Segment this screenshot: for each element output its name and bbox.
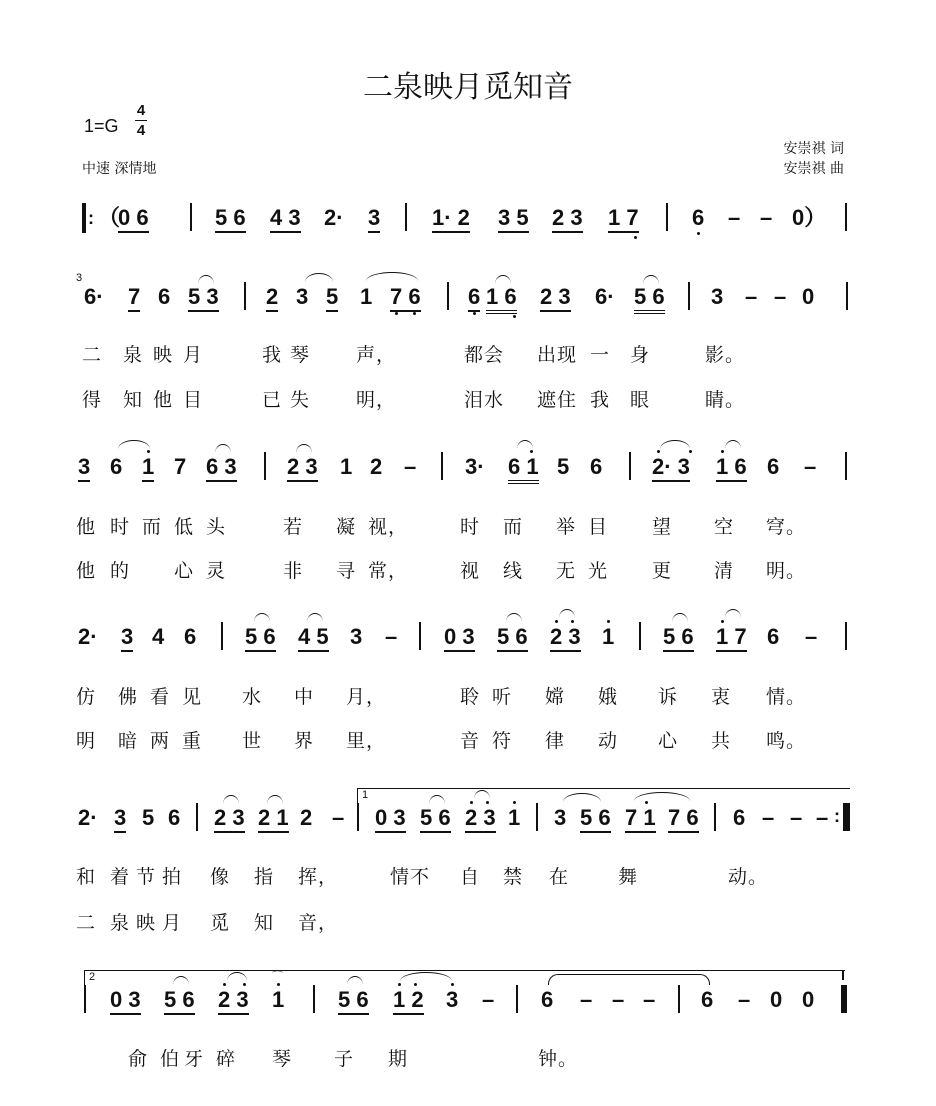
note: 0 3 xyxy=(110,988,141,1015)
lyricist-credit: 安崇祺 词 xyxy=(783,141,844,157)
note: 6 xyxy=(168,805,181,830)
lyric-char: 更 xyxy=(652,560,673,582)
note: 2 xyxy=(266,285,278,312)
note: 6 xyxy=(184,624,197,649)
note: 7 xyxy=(174,454,187,479)
lyric-char: 月 xyxy=(162,912,183,934)
lyric-char: 月， xyxy=(346,686,387,708)
slur-icon xyxy=(725,440,741,449)
note: 6 xyxy=(468,285,480,312)
lyric-char: 律 xyxy=(545,730,566,752)
lyric-char: 举 xyxy=(556,516,577,538)
barline xyxy=(516,985,518,1013)
octave-dot-icon xyxy=(697,232,700,235)
lyric-char: 见 xyxy=(182,686,203,708)
note: 5 6 xyxy=(164,988,195,1015)
lyric-char: 遮住 xyxy=(537,389,578,411)
note: 5 xyxy=(326,285,338,312)
note: 3 xyxy=(121,625,133,652)
lyric-char: 暗 xyxy=(118,730,139,752)
lyric-char: 寻 xyxy=(336,560,357,582)
note: – xyxy=(762,805,775,830)
note: 7 xyxy=(128,285,140,312)
lyric-char: 明 xyxy=(76,730,97,752)
second-ending-bracket: 2 xyxy=(84,970,845,993)
lyric-char: 诉 xyxy=(658,686,679,708)
lyric-char: 影。 xyxy=(705,344,746,366)
barline xyxy=(447,282,449,310)
octave-dot-icon xyxy=(413,312,416,315)
note: 2· 3 xyxy=(652,455,690,482)
lyric-char: 碎 xyxy=(216,1048,237,1070)
note: 5 3 xyxy=(188,285,219,312)
note: 2· xyxy=(78,805,98,830)
barline xyxy=(846,282,848,310)
note: 1 7 xyxy=(608,206,639,233)
key-signature xyxy=(84,116,119,137)
barline xyxy=(419,622,421,650)
lyric-char: 世 xyxy=(242,730,263,752)
octave-dot-icon xyxy=(513,315,516,318)
octave-dot-icon xyxy=(513,801,516,804)
lyric-char: 佛 xyxy=(118,686,139,708)
fermata-icon: ⌒ xyxy=(272,971,283,983)
note: 6· xyxy=(595,284,615,309)
lyric-char: 空 xyxy=(714,516,735,538)
lyric-char: 而 xyxy=(142,516,163,538)
note: 2 1 xyxy=(258,806,289,833)
note: 2· xyxy=(324,205,344,230)
slur-icon xyxy=(643,275,659,284)
octave-dot-icon xyxy=(607,620,610,623)
note: 6 xyxy=(110,454,123,479)
octave-dot-icon xyxy=(451,983,454,986)
lyric-char: 我 xyxy=(262,344,283,366)
note: 1 7 xyxy=(716,625,747,652)
note: 2 xyxy=(300,805,313,830)
lyric-char: 心 xyxy=(658,730,679,752)
octave-dot-icon xyxy=(147,450,150,453)
note: 7 6 xyxy=(390,285,421,312)
octave-dot-icon xyxy=(395,312,398,315)
lyric-char: 动 xyxy=(598,730,619,752)
barline xyxy=(629,452,631,480)
lyric-char: 低 xyxy=(174,516,195,538)
note: – xyxy=(816,805,829,830)
grace-note: 3 xyxy=(76,272,83,284)
octave-dot-icon xyxy=(657,450,660,453)
lyric-char: 心 xyxy=(174,560,195,582)
lyric-char: 映 xyxy=(153,344,174,366)
note: 5 6 xyxy=(245,625,276,652)
note: 2 3 xyxy=(465,806,496,833)
note: – xyxy=(580,987,593,1012)
note: 6 xyxy=(541,987,554,1012)
lyric-char: 符 xyxy=(492,730,513,752)
lyric-char: 他 xyxy=(76,516,97,538)
slur-icon xyxy=(660,440,690,449)
note: 2 3 xyxy=(550,625,581,652)
note: 2 3 xyxy=(552,206,583,233)
lyric-char: 视 xyxy=(460,560,481,582)
lyric-char: 泉 xyxy=(123,344,144,366)
lyric-char: 目 xyxy=(183,389,204,411)
note: 2 3 xyxy=(287,455,318,482)
slur-icon xyxy=(517,440,533,449)
note: 5 6 xyxy=(497,625,528,652)
octave-dot-icon xyxy=(414,983,417,986)
time-signature xyxy=(135,102,147,139)
octave-dot-icon xyxy=(555,620,558,623)
ts-bottom: 4 xyxy=(136,122,146,139)
barline xyxy=(639,622,641,650)
lyric-char: 他 xyxy=(153,389,174,411)
note: – xyxy=(728,205,741,230)
octave-dot-icon xyxy=(223,983,226,986)
lyric-char: 他 xyxy=(76,560,97,582)
lyric-char: 光 xyxy=(588,560,609,582)
note: – xyxy=(332,805,345,830)
lyric-char: 钟。 xyxy=(538,1048,579,1070)
slur-icon xyxy=(198,275,214,284)
lyric-char: 着 xyxy=(110,866,131,888)
barline xyxy=(845,452,847,480)
note: – xyxy=(738,987,751,1012)
note: 3· xyxy=(465,454,485,479)
lyric-char: 失 xyxy=(290,389,311,411)
note: 1· 2 xyxy=(432,206,470,233)
slur-icon xyxy=(506,613,522,622)
note: 3 xyxy=(446,987,459,1012)
song-title: 二泉映月觅知音 xyxy=(363,70,573,105)
slur-icon xyxy=(223,795,239,804)
note: 2 3 xyxy=(214,806,245,833)
lyric-char: 仿 xyxy=(76,686,97,708)
lyric-char: 界 xyxy=(294,730,315,752)
lyric-char: 映 xyxy=(136,912,157,934)
note: 5 6 xyxy=(580,806,611,833)
lyric-char: 音 xyxy=(460,730,481,752)
slur-icon xyxy=(672,613,688,622)
note: – xyxy=(804,454,817,479)
octave-dot-icon xyxy=(571,620,574,623)
lyric-char: 子 xyxy=(334,1048,355,1070)
lyric-char: 泪水 xyxy=(464,389,505,411)
barline xyxy=(244,282,246,310)
lyric-char: 里， xyxy=(346,730,387,752)
lyric-char: 像 xyxy=(210,866,231,888)
note: 0 3 xyxy=(375,806,406,833)
lyric-char: 身 xyxy=(630,344,651,366)
slur-icon xyxy=(296,444,312,453)
lyric-char: 泉 xyxy=(110,912,131,934)
note: 4 3 xyxy=(270,206,301,233)
note: 1 xyxy=(340,454,353,479)
lyric-char: 灵 xyxy=(206,560,227,582)
lyric-char: 睛。 xyxy=(705,389,746,411)
lyric-char: 凝 xyxy=(336,516,357,538)
lyric-char: 两 xyxy=(150,730,171,752)
note: 3 xyxy=(554,805,567,830)
barline xyxy=(441,452,443,480)
note: 0 xyxy=(802,284,815,309)
lyric-char: 而 xyxy=(503,516,524,538)
note: 6 xyxy=(767,624,780,649)
note: 5 6 xyxy=(338,988,369,1015)
lyric-char: 无 xyxy=(556,560,577,582)
slur-icon xyxy=(307,613,323,622)
note: 6 xyxy=(733,805,746,830)
note: : xyxy=(88,208,94,228)
lyric-char: 俞 xyxy=(128,1048,149,1070)
note: 6 xyxy=(767,454,780,479)
octave-dot-icon xyxy=(721,620,724,623)
octave-dot-icon xyxy=(634,236,637,239)
note: 5 6 xyxy=(420,806,451,833)
note: 1 xyxy=(508,805,521,830)
note: 3 xyxy=(296,284,309,309)
note: – xyxy=(745,284,758,309)
slur-icon xyxy=(366,272,418,281)
slur-icon xyxy=(548,974,710,985)
lyric-char: 一 xyxy=(590,344,611,366)
note: – xyxy=(612,987,625,1012)
lyric-char: 非 xyxy=(283,560,304,582)
lyric-char: 觅 xyxy=(210,912,231,934)
lyric-char: 情。 xyxy=(766,686,807,708)
note: 5 6 xyxy=(663,625,694,652)
lyric-char: 期 xyxy=(388,1048,409,1070)
note: 2 3 xyxy=(218,988,249,1015)
barline xyxy=(221,622,223,650)
note: 2 xyxy=(370,454,383,479)
note: – xyxy=(805,624,818,649)
note: 6 xyxy=(590,454,603,479)
barline xyxy=(82,203,86,233)
barline xyxy=(84,985,86,1013)
octave-dot-icon xyxy=(470,801,473,804)
note: 3 xyxy=(711,284,724,309)
lyric-char: 若 xyxy=(283,516,304,538)
lyric-char: 目 xyxy=(588,516,609,538)
note: 3 xyxy=(368,206,380,233)
lyric-char: 听 xyxy=(492,686,513,708)
slur-icon xyxy=(118,440,150,449)
note: – xyxy=(790,805,803,830)
barline xyxy=(264,452,266,480)
barline xyxy=(666,203,668,231)
lyric-char: 头 xyxy=(206,516,227,538)
note: 5 6 xyxy=(215,206,246,233)
note: 0 xyxy=(802,987,815,1012)
lyric-char: 望 xyxy=(652,516,673,538)
lyric-char: 动。 xyxy=(728,866,769,888)
lyric-char: 禁 xyxy=(503,866,524,888)
lyric-char: 视， xyxy=(368,516,409,538)
first-ending-bracket: 1 xyxy=(357,788,850,811)
composer-credit: 安崇祺 曲 xyxy=(783,161,844,177)
lyric-char: 眼 xyxy=(630,389,651,411)
octave-dot-icon xyxy=(398,983,401,986)
lyric-char: 出现 xyxy=(537,344,578,366)
note: 6 xyxy=(692,205,705,230)
note: 4 5 xyxy=(298,625,329,652)
ts-top: 4 xyxy=(136,102,146,119)
octave-dot-icon xyxy=(689,450,692,453)
lyric-char: 时 xyxy=(460,516,481,538)
lyric-char: 重 xyxy=(182,730,203,752)
lyric-char: 得 xyxy=(82,389,103,411)
barline xyxy=(536,803,538,831)
note: – xyxy=(482,987,495,1012)
lyric-char: 穹。 xyxy=(766,516,807,538)
lyric-char: 清 xyxy=(714,560,735,582)
note: 1 6 xyxy=(486,285,517,314)
note: 7 1 xyxy=(625,806,656,833)
lyric-char: 在 xyxy=(549,866,570,888)
lyric-char: 琴 xyxy=(290,344,311,366)
note: 7 6 xyxy=(668,806,699,833)
lyric-char: 节 xyxy=(136,866,157,888)
lyric-char: 知 xyxy=(254,912,275,934)
lyric-char: 中 xyxy=(294,686,315,708)
key-label: 1=G xyxy=(84,116,119,136)
barline xyxy=(190,203,192,231)
octave-dot-icon xyxy=(645,801,648,804)
lyric-char: 二 xyxy=(76,912,97,934)
note: 3 5 xyxy=(498,206,529,233)
lyric-char: 已 xyxy=(262,389,283,411)
slur-icon xyxy=(267,795,283,804)
note: 2· xyxy=(78,624,98,649)
barline xyxy=(845,203,847,231)
lyric-char: 水 xyxy=(242,686,263,708)
lyric-char: 明， xyxy=(356,389,397,411)
note: 1 xyxy=(272,987,285,1012)
note: 3 xyxy=(114,806,126,833)
note: 1 2 xyxy=(393,988,424,1015)
lyric-char: 指 xyxy=(254,866,275,888)
barline xyxy=(714,803,716,831)
octave-dot-icon xyxy=(721,450,724,453)
lyric-char: 我 xyxy=(590,389,611,411)
barline xyxy=(357,803,359,831)
lyric-char: 都会 xyxy=(464,344,505,366)
lyric-char: 聆 xyxy=(460,686,481,708)
note: – xyxy=(385,624,398,649)
slur-icon xyxy=(725,609,741,618)
note: 3 xyxy=(350,624,363,649)
note: 6 xyxy=(158,284,171,309)
lyric-char: 挥， xyxy=(298,866,339,888)
octave-dot-icon xyxy=(243,983,246,986)
lyric-char: 二 xyxy=(82,344,103,366)
note: 6 xyxy=(701,987,714,1012)
lyric-char: 共 xyxy=(711,730,732,752)
slur-icon xyxy=(215,444,231,453)
octave-dot-icon xyxy=(473,312,476,315)
note: 1 xyxy=(360,284,373,309)
lyric-char: 伯 xyxy=(160,1048,181,1070)
note: 1 6 xyxy=(716,455,747,482)
lyric-char: 看 xyxy=(150,686,171,708)
note: 0 3 xyxy=(444,625,475,652)
slur-icon xyxy=(559,609,575,618)
note: 5 xyxy=(557,454,570,479)
lyric-char: 时 xyxy=(110,516,131,538)
barline xyxy=(841,985,847,1013)
lyric-char: 牙 xyxy=(184,1048,205,1070)
lyric-char: 嫦 xyxy=(545,686,566,708)
note: 6· xyxy=(84,284,104,309)
note: 6 1 xyxy=(508,455,539,484)
note: 0） xyxy=(792,205,827,230)
lyric-char: 舞 xyxy=(618,866,639,888)
note: : xyxy=(834,806,840,826)
lyric-char: 明。 xyxy=(766,560,807,582)
note: （ xyxy=(98,205,121,230)
lyric-char: 娥 xyxy=(598,686,619,708)
lyric-char: 拍 xyxy=(162,866,183,888)
barline xyxy=(842,970,844,980)
lyric-char: 琴 xyxy=(272,1048,293,1070)
note: 0 xyxy=(770,987,783,1012)
note: – xyxy=(760,205,773,230)
note: 1 xyxy=(142,455,154,482)
note: 1 xyxy=(602,624,615,649)
note: 0 6 xyxy=(118,206,149,233)
lyric-char: 情不 xyxy=(390,866,431,888)
lyric-char: 自 xyxy=(460,866,481,888)
barline xyxy=(678,985,680,1013)
note: 4 xyxy=(152,624,165,649)
lyric-char: 月 xyxy=(183,344,204,366)
note: 5 6 xyxy=(634,285,665,314)
note: 2 3 xyxy=(540,285,571,312)
octave-dot-icon xyxy=(530,450,533,453)
barline xyxy=(845,622,847,650)
slur-icon xyxy=(254,613,270,622)
lyric-char: 线 xyxy=(503,560,524,582)
note: – xyxy=(774,284,787,309)
note: 6 3 xyxy=(206,455,237,482)
barline xyxy=(688,282,690,310)
barline xyxy=(843,803,850,831)
lyric-char: 常， xyxy=(368,560,409,582)
lyric-char: 音， xyxy=(298,912,339,934)
slur-icon xyxy=(305,273,333,282)
lyric-char: 衷 xyxy=(711,686,732,708)
note: 5 xyxy=(142,805,155,830)
note: 3 xyxy=(78,455,90,482)
lyric-char: 鸣。 xyxy=(766,730,807,752)
barline xyxy=(313,985,315,1013)
lyric-char: 和 xyxy=(76,866,97,888)
note: – xyxy=(643,987,656,1012)
lyric-char: 的 xyxy=(110,560,131,582)
lyric-char: 知 xyxy=(123,389,144,411)
barline xyxy=(405,203,407,231)
octave-dot-icon xyxy=(486,801,489,804)
tempo-marking: 中速 深情地 xyxy=(82,161,157,177)
barline xyxy=(196,803,198,831)
slur-icon xyxy=(495,275,511,284)
note: – xyxy=(404,454,417,479)
lyric-char: 声， xyxy=(356,344,397,366)
